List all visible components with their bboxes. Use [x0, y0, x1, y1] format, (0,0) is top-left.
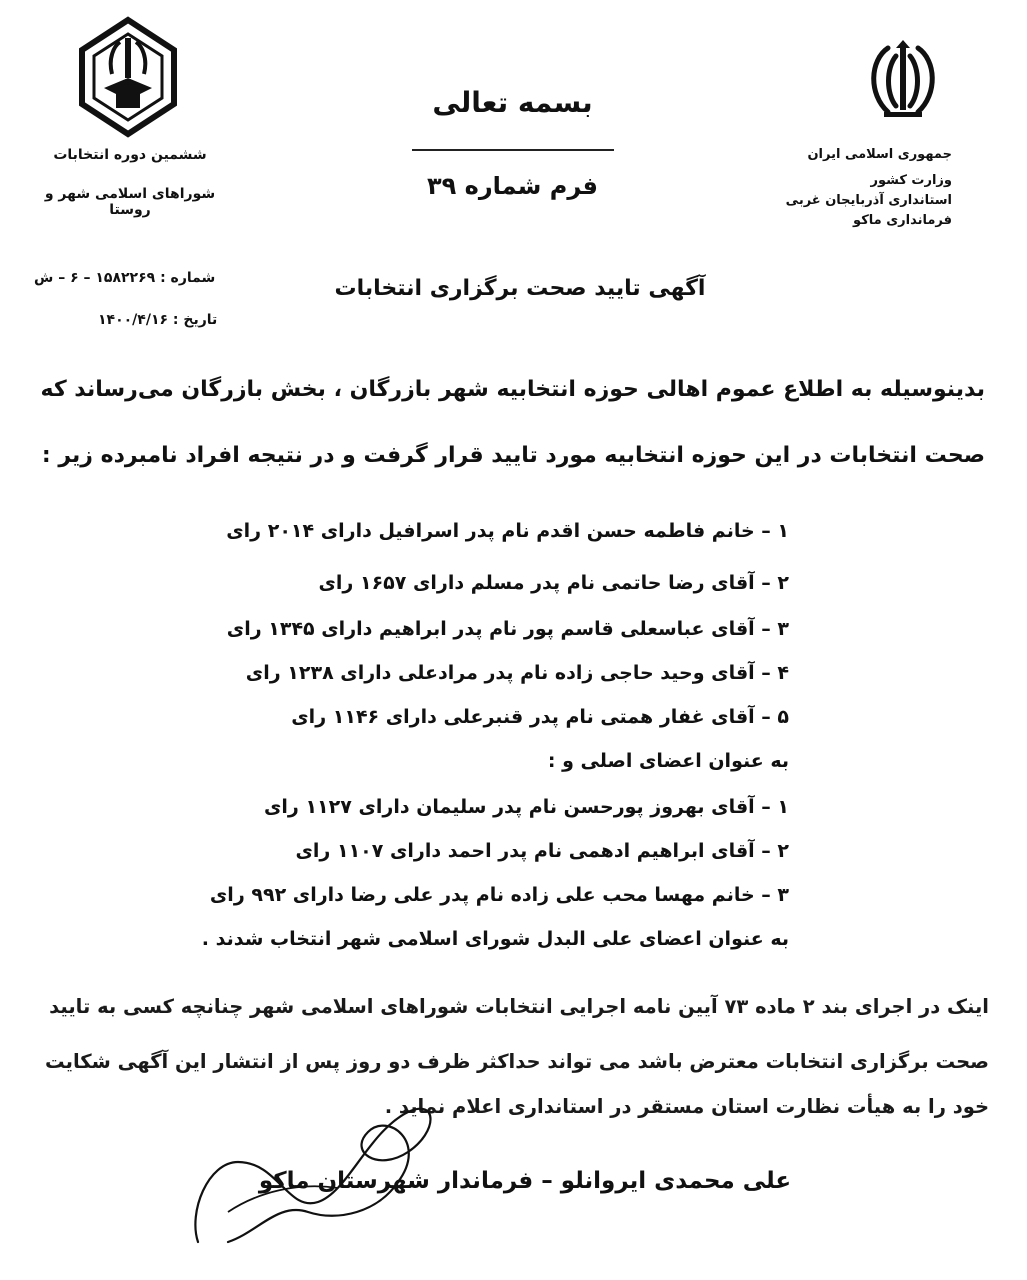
header-country: جمهوری اسلامی ایران	[807, 147, 952, 162]
alternate-member-item: ۲ – آقای ابراهیم ادهمی نام پدر احمد دارای ۱۱۰۷ رای	[295, 840, 789, 862]
alternate-member-item: ۳ – خانم مهسا محب علی زاده نام پدر علی رضا دارای ۹۹۲ رای	[209, 884, 789, 906]
notice-title: آگهی تایید صحت برگزاری انتخابات	[334, 276, 706, 301]
election-type-label: شوراهای اسلامی شهر و روستا	[44, 186, 216, 218]
main-member-item: ۳ – آقای عباسعلی قاسم پور نام پدر ابراهیم دارای ۱۳۴۵ رای	[226, 618, 789, 640]
election-ballot-logo-icon	[78, 16, 178, 138]
iran-emblem-icon	[858, 38, 948, 122]
main-member-item: ۴ – آقای وحید حاجی زاده نام پدر مرادعلی دارای ۱۲۳۸ رای	[245, 662, 789, 684]
main-members-label: به عنوان اعضای اصلی و :	[547, 750, 789, 772]
main-member-item: ۱ – خانم فاطمه حسن اقدم نام پدر اسرافیل دارای ۲۰۱۴ رای	[226, 520, 789, 542]
intro-line-1: بدینوسیله به اطلاع عموم اهالی حوزه انتخابیه شهر بازرگان ، بخش بازرگان می‌رساند که	[40, 377, 985, 402]
reference-date: تاریخ : ۱۴۰۰/۴/۱۶	[98, 312, 218, 328]
closing-line-1: اینک در اجرای بند ۲ ماده ۷۳ آیین نامه اجرایی انتخابات شوراهای اسلامی شهر چنانچه کسی به تایید	[49, 995, 989, 1018]
election-round-label: ششمین دوره انتخابات	[53, 147, 207, 163]
closing-line-3: خود را به هیأت نظارت استان مستقر در استانداری اعلام نماید .	[384, 1095, 989, 1118]
header-county: فرمانداری ماکو	[853, 213, 952, 228]
basmala: بسمه تعالی	[432, 86, 593, 119]
reference-number: شماره : ۱۵۸۲۲۶۹ – ۶ – ش	[34, 270, 216, 286]
header-province: استانداری آذربایجان غربی	[785, 193, 952, 208]
header-divider	[412, 149, 614, 151]
alternate-member-item: ۱ – آقای بهروز پورحسن نام پدر سلیمان دارای ۱۱۲۷ رای	[263, 796, 789, 818]
main-member-item: ۵ – آقای غفار همتی نام پدر قنبرعلی دارای ۱۱۴۶ رای	[291, 706, 789, 728]
form-number: فرم شماره ۳۹	[427, 172, 598, 200]
alternate-members-label: به عنوان اعضای علی البدل شورای اسلامی شهر انتخاب شدند .	[201, 928, 789, 950]
signer-name: علی محمدی ایروانلو – فرماندار شهرستان ماکو	[258, 1168, 792, 1194]
ministry-header	[692, 145, 952, 231]
intro-line-2: صحت انتخابات در این حوزه انتخابیه مورد تایید قرار گرفت و در نتیجه افراد نامبرده زیر :	[41, 443, 985, 468]
header-ministry: وزارت کشور	[870, 173, 952, 188]
main-member-item: ۲ – آقای رضا حاتمی نام پدر مسلم دارای ۱۶۵۷ رای	[318, 572, 789, 594]
closing-line-2: صحت برگزاری انتخابات معترض باشد می تواند حداکثر ظرف دو روز پس از انتشار این آگهی شکایت	[45, 1050, 989, 1073]
